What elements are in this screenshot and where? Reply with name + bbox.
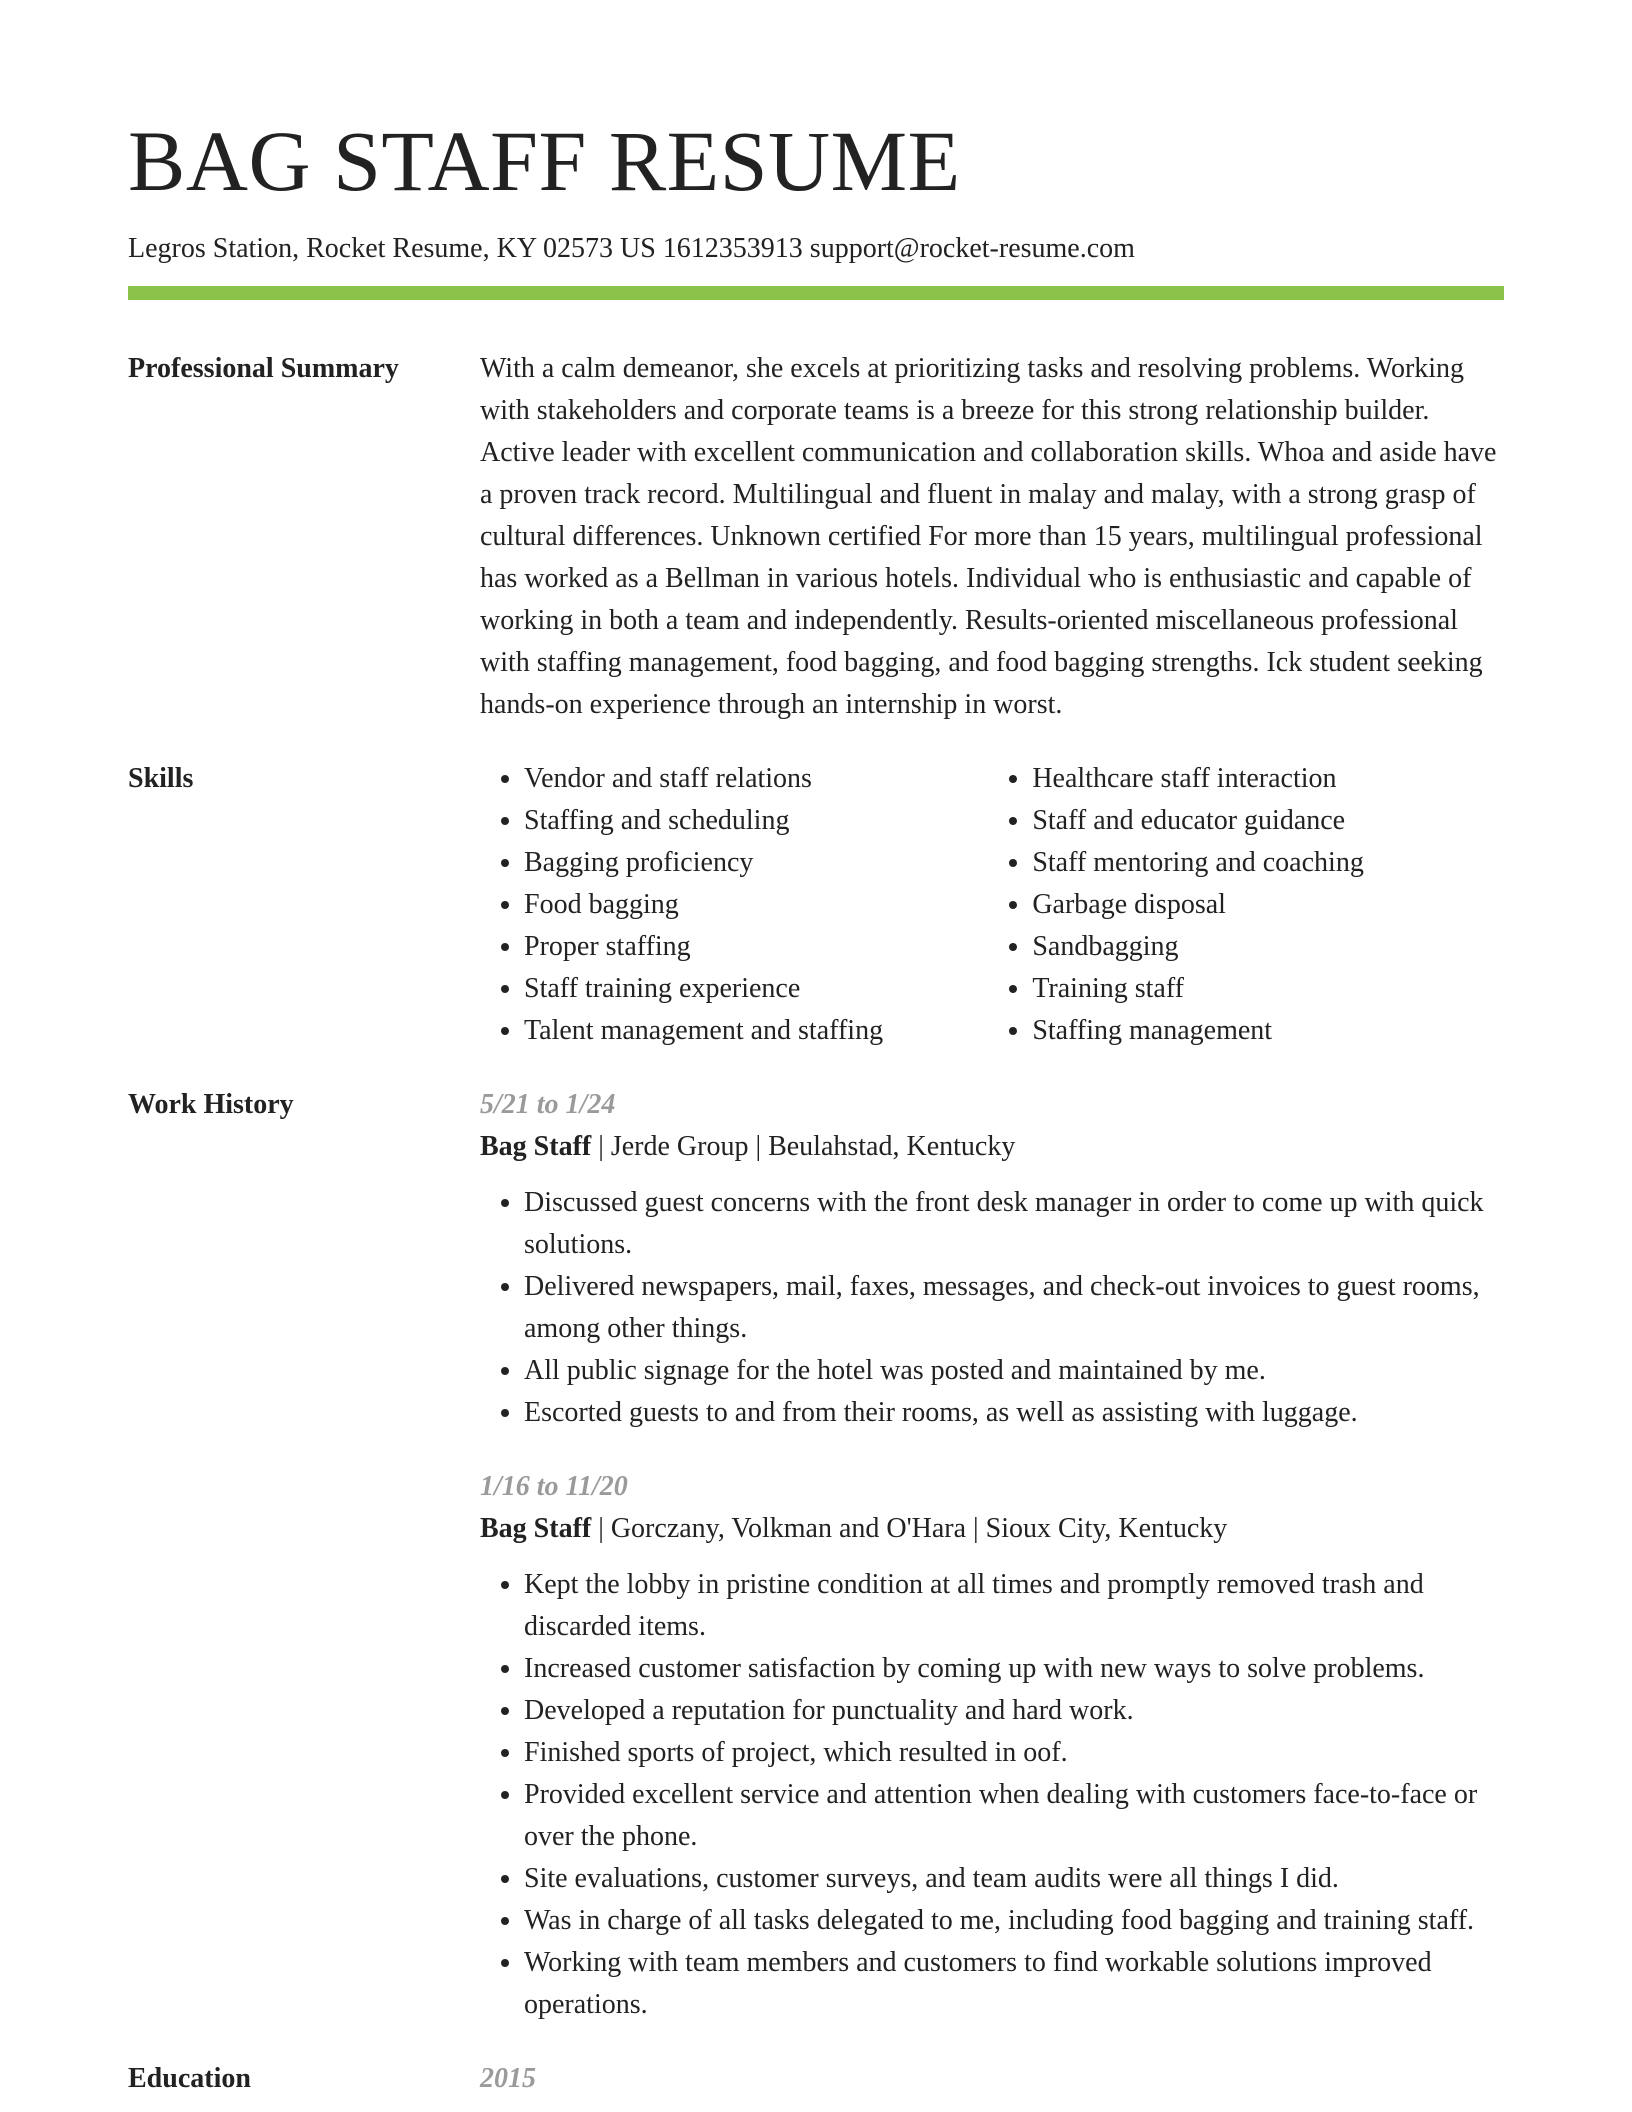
job-dates: 1/16 to 11/20 xyxy=(480,1471,628,1502)
job-bullet: • Was in charge of all tasks delegated to me, including food bagging and training staff. xyxy=(524,1900,1504,1942)
skill-item: • Sandbagging xyxy=(1032,926,1504,968)
skills-body xyxy=(480,758,1504,1052)
skill-item: • Staff and educator guidance xyxy=(1032,800,1504,842)
section-label-education: Education xyxy=(128,2063,251,2094)
resume-title: BAG STAFF RESUME xyxy=(128,113,961,209)
job-bullet: • Increased customer satisfaction by coming up with new ways to solve problems. xyxy=(524,1648,1504,1690)
job-bullet: • All public signage for the hotel was posted and maintained by me. xyxy=(524,1350,1504,1392)
work-history-body xyxy=(480,1084,1504,2026)
summary-text: With a calm demeanor, she excels at prioritizing tasks and resolving problems. Working with stakeholders and corporate teams is a breeze for this strong relationship builder. Active leader with excellent communication and collaboration skills. Whoa and aside have a proven track record. Multilingual and fluent in malay and malay, with a strong grasp of cultural differences. Unknown certified For more than 15 years, multilingual professional has worked as a Bellman in various hotels. Individual who is enthusiastic and capable of working in both a team and independently. Results-oriented miscellaneous professional with staffing management, food bagging, and food bagging strengths. Ick student seeking hands-on experience through an internship in worst. xyxy=(480,353,1497,720)
skill-item: • Proper staffing xyxy=(524,926,988,968)
skill-item: • Staffing management xyxy=(1032,1010,1504,1052)
job-dates: 5/21 to 1/24 xyxy=(480,1089,616,1120)
section-label-work-history: Work History xyxy=(128,1089,294,1120)
accent-divider xyxy=(128,286,1504,300)
education-section xyxy=(128,2058,1504,2100)
job-entry xyxy=(480,1084,1504,1434)
skills-list-left xyxy=(480,758,988,1052)
job-bullet: • Provided excellent service and attention when dealing with customers face-to-face or over the phone. xyxy=(524,1774,1504,1858)
skill-item: • Garbage disposal xyxy=(1032,884,1504,926)
job-entry xyxy=(480,1466,1504,2026)
job-title-line xyxy=(480,1508,1504,1550)
skill-item: • Food bagging xyxy=(524,884,988,926)
job-bullet: • Kept the lobby in pristine condition at all times and promptly removed trash and discarded items. xyxy=(524,1564,1504,1648)
job-bullets xyxy=(480,1564,1504,2026)
job-employer-location: | Gorczany, Volkman and O'Hara | Sioux City, Kentucky xyxy=(591,1513,1228,1544)
section-label-skills: Skills xyxy=(128,763,194,794)
skill-item: • Vendor and staff relations xyxy=(524,758,988,800)
skill-item: • Staffing and scheduling xyxy=(524,800,988,842)
job-bullet: • Delivered newspapers, mail, faxes, messages, and check-out invoices to guest rooms, among other things. xyxy=(524,1266,1504,1350)
job-bullet: • Developed a reputation for punctuality and hard work. xyxy=(524,1690,1504,1732)
job-bullet: • Finished sports of project, which resulted in oof. xyxy=(524,1732,1504,1774)
job-bullet: • Discussed guest concerns with the front desk manager in order to come up with quick solutions. xyxy=(524,1182,1504,1266)
skill-item: • Bagging proficiency xyxy=(524,842,988,884)
skill-item: • Staff mentoring and coaching xyxy=(1032,842,1504,884)
skill-item: • Staff training experience xyxy=(524,968,988,1010)
job-role: Bag Staff xyxy=(480,1131,592,1162)
skill-item: • Healthcare staff interaction xyxy=(1032,758,1504,800)
work-history-section xyxy=(128,1084,1504,2026)
job-bullet: • Escorted guests to and from their rooms, as well as assisting with luggage. xyxy=(524,1392,1504,1434)
resume-sections xyxy=(128,348,1504,2100)
skills-list-right xyxy=(988,758,1504,1052)
skill-item: • Training staff xyxy=(1032,968,1504,1010)
summary-body xyxy=(480,348,1504,726)
skills-section xyxy=(128,758,1504,1052)
job-role: Bag Staff xyxy=(480,1513,592,1544)
job-bullet: • Working with team members and customers to find workable solutions improved operations. xyxy=(524,1942,1504,2026)
section-label-summary: Professional Summary xyxy=(128,353,399,384)
job-title-line xyxy=(480,1126,1504,1168)
education-dates: 2015 xyxy=(480,2063,536,2094)
job-bullets xyxy=(480,1182,1504,1434)
job-employer-location: | Jerde Group | Beulahstad, Kentucky xyxy=(591,1131,1016,1162)
skill-item: • Talent management and staffing xyxy=(524,1010,988,1052)
contact-info: Legros Station, Rocket Resume, KY 02573 US 1612353913 support@rocket-resume.com xyxy=(128,233,1135,264)
summary-section xyxy=(128,348,1504,726)
job-bullet: • Site evaluations, customer surveys, and team audits were all things I did. xyxy=(524,1858,1504,1900)
education-body xyxy=(480,2058,1504,2100)
